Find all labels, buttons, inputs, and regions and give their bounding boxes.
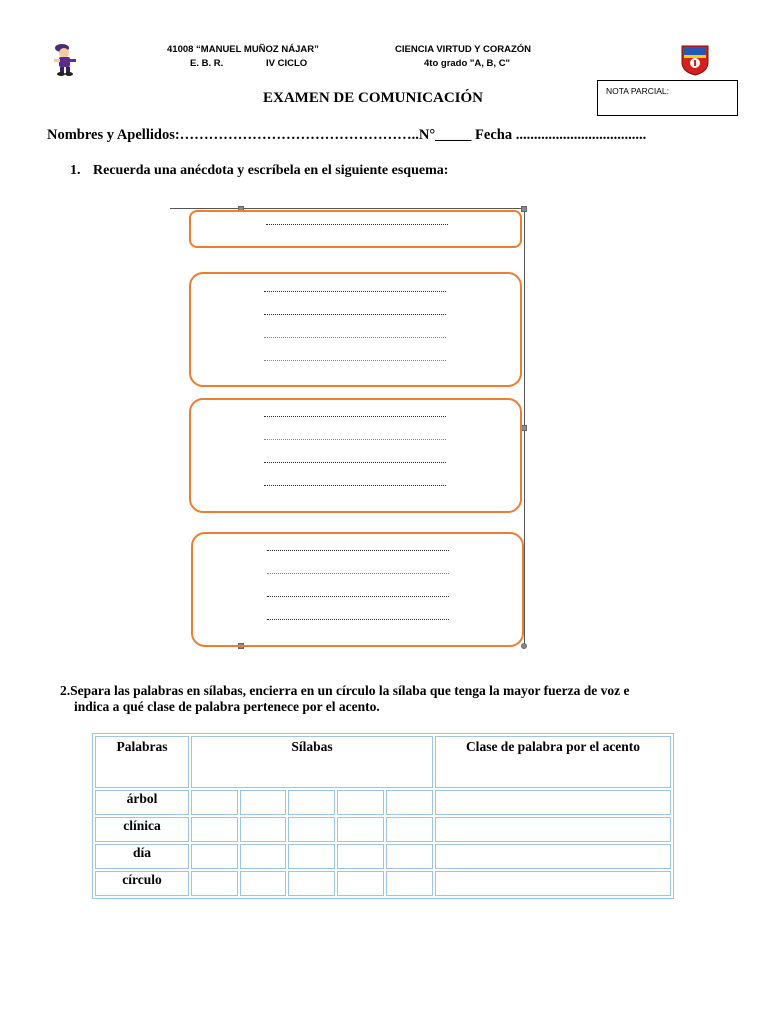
syllable-cell[interactable]: [288, 871, 335, 896]
question-1-number: 1.: [70, 163, 81, 178]
writing-line[interactable]: [267, 596, 449, 597]
syllable-cell[interactable]: [191, 844, 238, 869]
cartoon-character-icon: [50, 42, 80, 76]
school-name: 41008 “MANUEL MUÑOZ NÁJAR”: [167, 44, 319, 55]
resize-handle[interactable]: [521, 206, 527, 212]
school-cycle: IV CICLO: [266, 58, 308, 69]
header-words: Palabras: [95, 736, 189, 788]
question-2-line-2: indica a qué clase de palabra pertenece por el acento.: [74, 699, 380, 714]
word-class-cell[interactable]: [435, 871, 671, 896]
word-class-cell[interactable]: [435, 817, 671, 842]
syllable-cell[interactable]: [240, 790, 287, 815]
syllable-cell[interactable]: [288, 844, 335, 869]
writing-line[interactable]: [264, 360, 446, 361]
syllable-cell[interactable]: [386, 790, 433, 815]
syllable-cell[interactable]: [337, 790, 384, 815]
word-cell: clínica: [95, 817, 189, 842]
anecdote-box-4[interactable]: [191, 532, 524, 647]
syllable-cell[interactable]: [240, 871, 287, 896]
question-2: [60, 683, 740, 715]
anecdote-box-2[interactable]: [189, 272, 522, 387]
table-row: [95, 817, 671, 842]
syllable-cell[interactable]: [337, 871, 384, 896]
word-class-cell[interactable]: [435, 790, 671, 815]
syllable-cell[interactable]: [240, 817, 287, 842]
school-motto: CIENCIA VIRTUD Y CORAZÓN: [395, 44, 532, 55]
writing-line[interactable]: [267, 619, 449, 620]
header-syllables: Sílabas: [191, 736, 433, 788]
word-cell: círculo: [95, 871, 189, 896]
syllable-cell[interactable]: [191, 871, 238, 896]
resize-handle[interactable]: [521, 643, 527, 649]
syllable-cell[interactable]: [240, 844, 287, 869]
writing-line[interactable]: [267, 550, 449, 551]
school-level: E. B. R.: [190, 58, 224, 69]
header-word-class: Clase de palabra por el acento: [435, 736, 671, 788]
anecdote-box-1[interactable]: [189, 210, 522, 248]
syllable-cell[interactable]: [191, 790, 238, 815]
syllable-cell[interactable]: [191, 817, 238, 842]
syllable-cell[interactable]: [288, 817, 335, 842]
writing-line[interactable]: [264, 462, 446, 463]
syllable-cell[interactable]: [386, 871, 433, 896]
table-row: [95, 790, 671, 815]
writing-line[interactable]: [267, 573, 449, 574]
question-1-text: Recuerda una anécdota y escríbela en el siguiente esquema:: [93, 163, 449, 178]
writing-line[interactable]: [264, 291, 446, 292]
writing-line[interactable]: [266, 224, 448, 225]
table-row: [95, 871, 671, 896]
syllable-cell[interactable]: [386, 844, 433, 869]
question-2-line-1: 2.Separa las palabras en sílabas, encierra en un círculo la sílaba que tenga la mayor fuerza de voz e: [60, 683, 630, 698]
syllable-cell[interactable]: [337, 844, 384, 869]
writing-line[interactable]: [264, 337, 446, 338]
school-grade: 4to grado "A, B, C": [424, 58, 511, 69]
word-cell: árbol: [95, 790, 189, 815]
writing-line[interactable]: [264, 416, 446, 417]
student-info-line[interactable]: Nombres y Apellidos:…………………………………………..N°_____ Fecha ....................................: [47, 127, 647, 143]
grade-box-label: NOTA PARCIAL:: [606, 86, 669, 96]
syllable-cell[interactable]: [386, 817, 433, 842]
syllable-cell[interactable]: [288, 790, 335, 815]
word-class-cell[interactable]: [435, 844, 671, 869]
syllable-cell[interactable]: [337, 817, 384, 842]
writing-line[interactable]: [264, 485, 446, 486]
school-crest-icon: [680, 42, 710, 76]
writing-line[interactable]: [264, 439, 446, 440]
question-1: [70, 163, 448, 179]
diagram-top-line: [170, 208, 524, 209]
anecdote-box-3[interactable]: [189, 398, 522, 513]
syllable-table: [92, 733, 674, 899]
exam-title: EXAMEN DE COMUNICACIÓN: [263, 90, 483, 106]
table-header-row: [95, 736, 671, 788]
table-row: [95, 844, 671, 869]
writing-line[interactable]: [264, 314, 446, 315]
word-cell: día: [95, 844, 189, 869]
